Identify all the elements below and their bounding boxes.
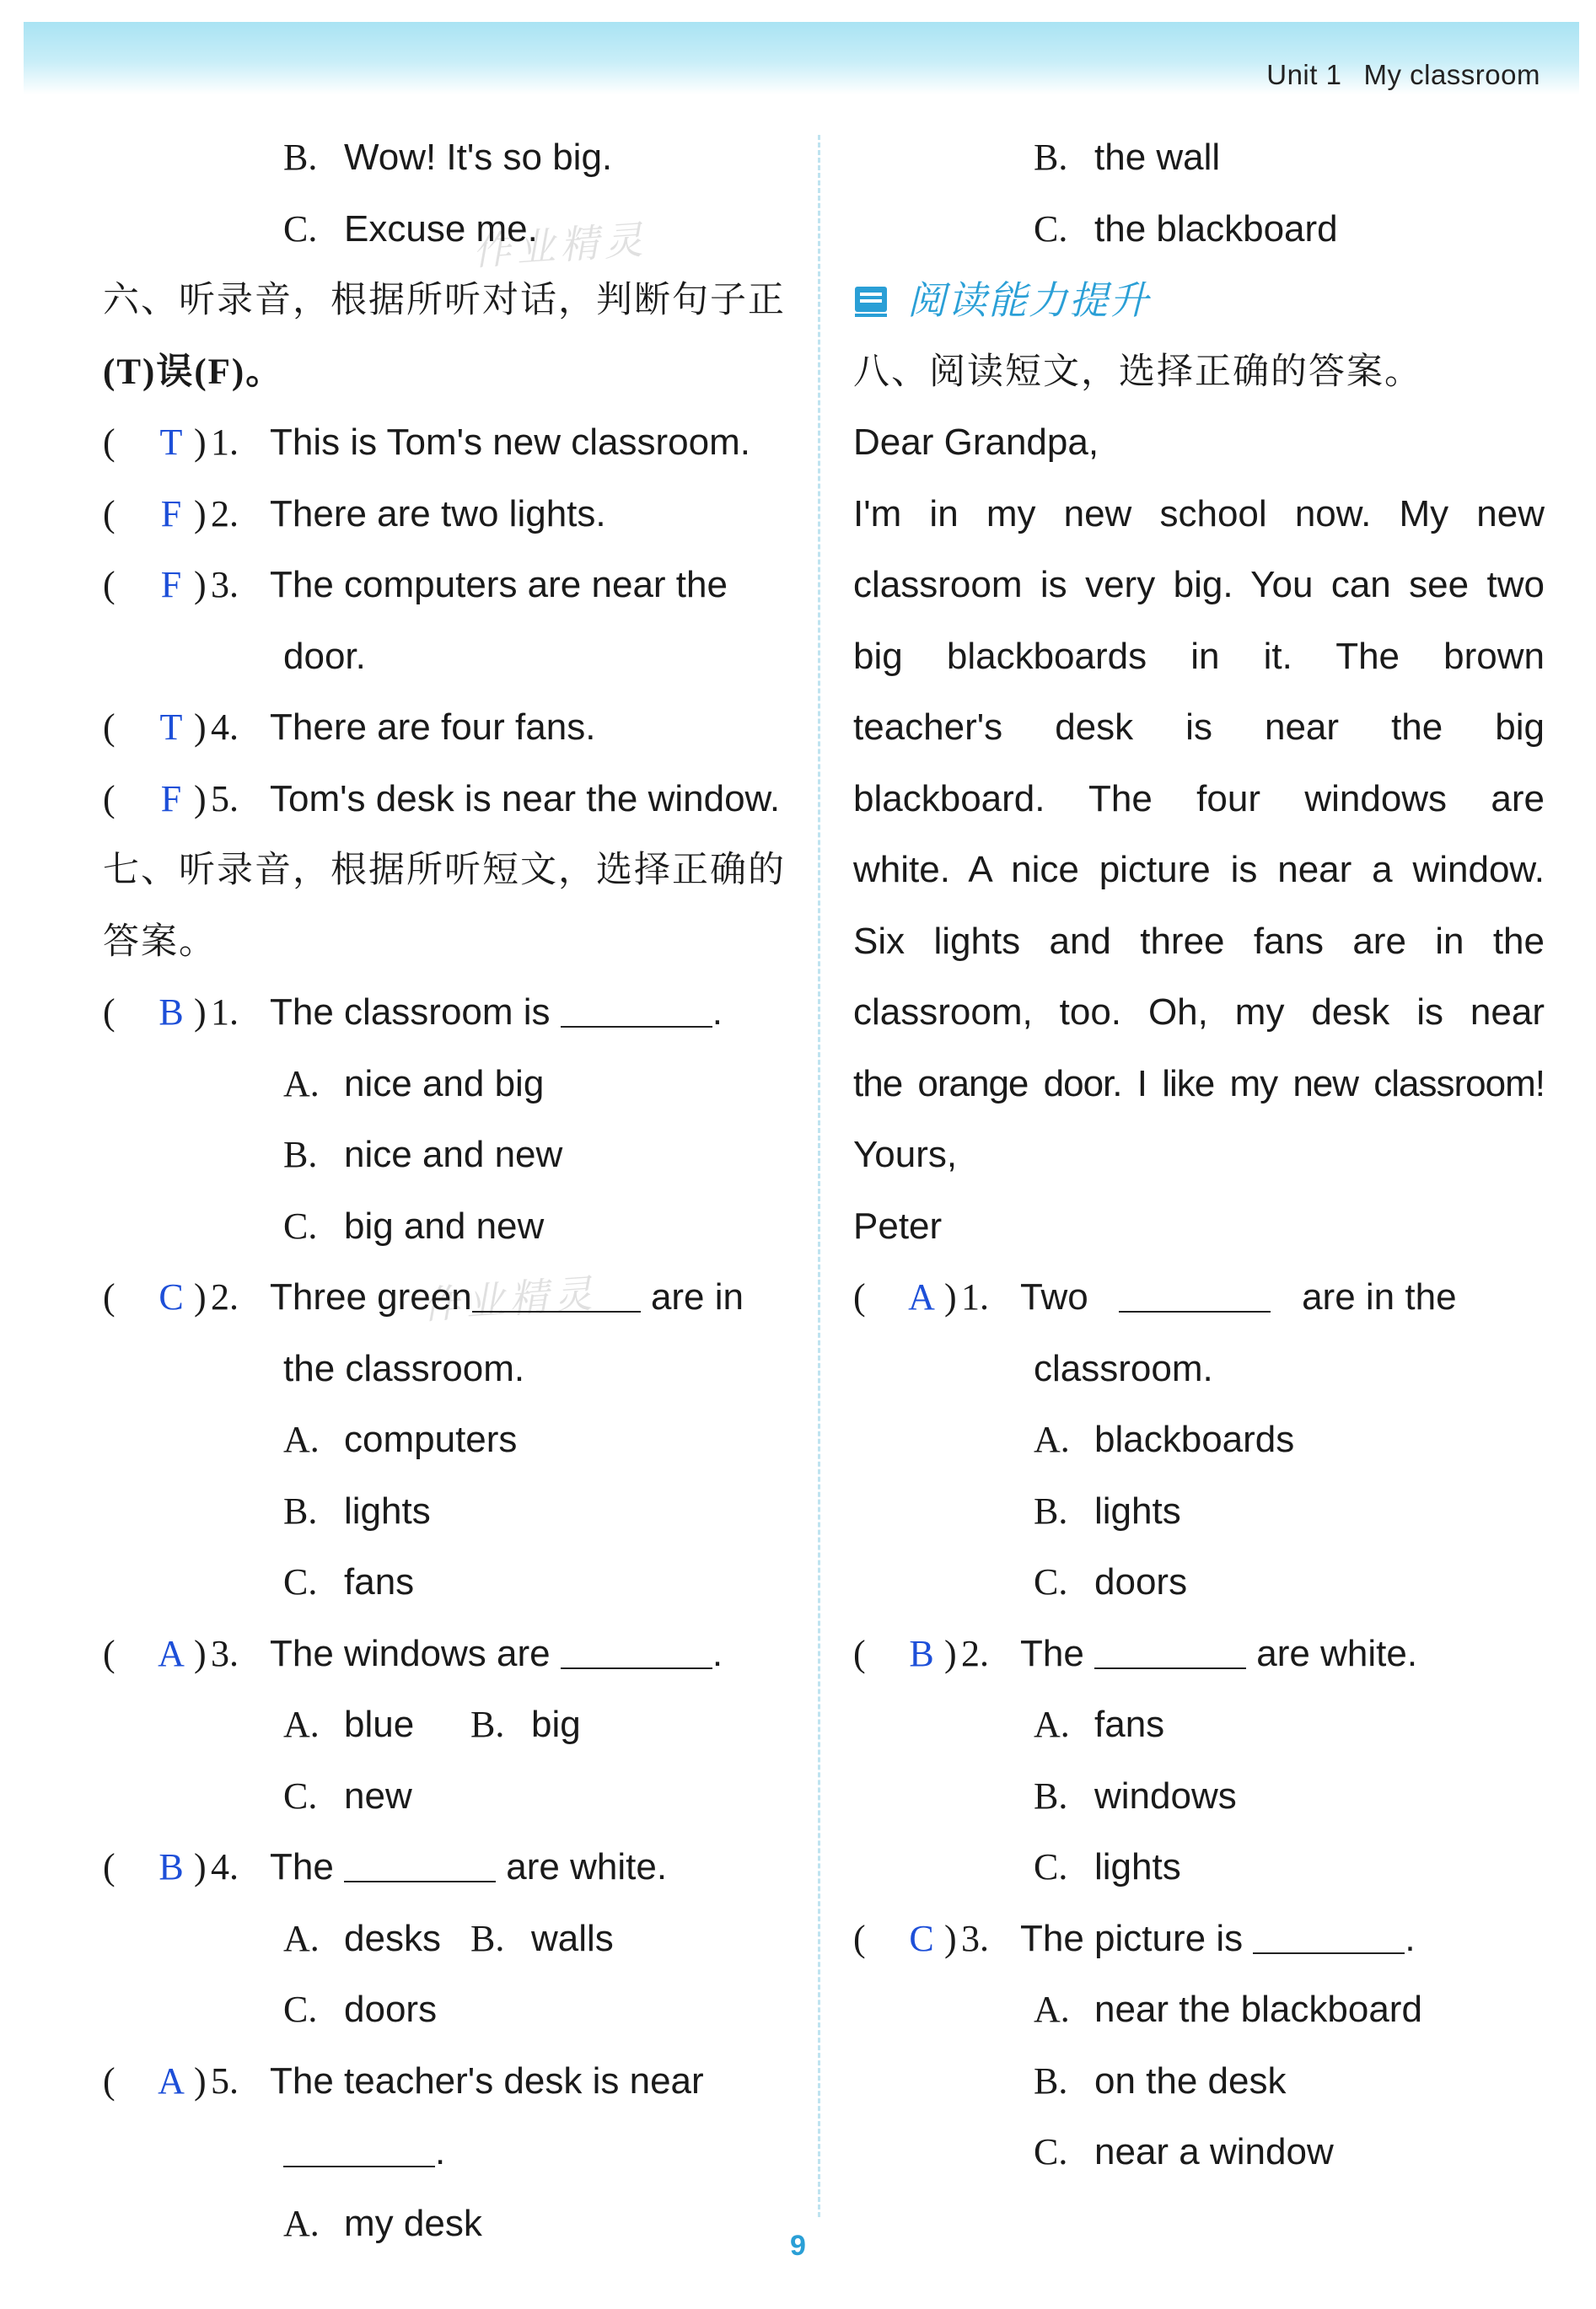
answer-mark: C	[909, 1917, 934, 1959]
section-six-title: 六、听录音，根据所听对话，判断句子正	[103, 279, 786, 321]
option-line: B. Wow! It's so big.	[283, 137, 613, 178]
mc-question: ( B ) 1. The classroom is .	[103, 977, 794, 1049]
option-line: B. lights	[1034, 1490, 1181, 1532]
option-line: A. my desk	[283, 2202, 482, 2244]
watermark: 作业精灵	[470, 217, 649, 274]
mc-question: ( C ) 2. Three green are in	[103, 1262, 794, 1334]
mc-question: ( C ) 3. The picture is .	[853, 1904, 1545, 1975]
answer-blank	[1094, 1637, 1246, 1669]
tf-item: ( T ) 1. This is Tom's new classroom.	[103, 407, 794, 479]
mc-question: ( B ) 4. The are white.	[103, 1832, 794, 1904]
option-line: B. windows	[1034, 1775, 1237, 1817]
letter-signature: Peter	[853, 1205, 943, 1247]
letter-line: I'm in my new school now. My new	[853, 492, 1545, 534]
answer-blank	[472, 1281, 641, 1313]
section-seven-title-cont: 答案。	[103, 920, 217, 963]
answer-mark: F	[160, 564, 182, 605]
option-line: C. near a window	[1034, 2131, 1334, 2172]
option-line: A. blue B. big	[283, 1704, 581, 1745]
option-line: B. the wall	[1034, 137, 1221, 178]
option-line: C. big and new	[283, 1205, 545, 1247]
answer-mark: B	[159, 991, 184, 1033]
mc-question: ( A ) 1. Two are in the	[853, 1262, 1545, 1334]
letter-line: Six lights and three fans are in the	[853, 920, 1545, 962]
answer-blank	[561, 996, 712, 1028]
letter-line: big blackboards in it. The brown	[853, 635, 1545, 677]
page-number: 9	[790, 2230, 806, 2262]
option-line: C. new	[283, 1775, 412, 1817]
answer-mark: F	[160, 777, 182, 819]
section-six-title-cont: (T)误(F)。	[103, 352, 284, 392]
option-line: C. the blackboard	[1034, 207, 1338, 250]
mc-question: ( A ) 5. The teacher's desk is near	[103, 2046, 794, 2118]
mc-question: ( B ) 2. The are white.	[853, 1619, 1545, 1690]
answer-mark: B	[909, 1632, 934, 1674]
answer-mark: A	[158, 1632, 185, 1674]
letter-line: blackboard. The four windows are	[853, 777, 1545, 819]
option-line: A. desks B. walls	[283, 1917, 614, 1959]
right-column	[853, 122, 1545, 2188]
tf-item: ( F ) 2. There are two lights.	[103, 479, 794, 550]
tf-item: ( F ) 5. Tom's desk is near the window.	[103, 764, 794, 835]
section-heading: 阅读能力提升	[853, 265, 1545, 336]
tf-item-cont: door.	[283, 635, 366, 677]
unit-label: Unit 1	[1266, 59, 1342, 90]
section-eight-title: 八、阅读短文，选择正确的答案。	[853, 350, 1422, 393]
tf-item: ( F ) 3. The computers are near the	[103, 550, 794, 621]
answer-mark: F	[160, 492, 182, 534]
option-line: A. nice and big	[283, 1062, 545, 1104]
answer-mark: A	[158, 2059, 185, 2102]
running-header	[1266, 59, 1540, 91]
option-line: B. on the desk	[1034, 2059, 1287, 2102]
left-column	[103, 122, 794, 2259]
mc-question: ( A ) 3. The windows are .	[103, 1619, 794, 1690]
letter-line: teacher's desk is near the big	[853, 706, 1545, 748]
letter-line: white. A nice picture is near a window.	[853, 849, 1545, 890]
answer-mark: T	[159, 706, 183, 748]
answer-mark: C	[159, 1276, 184, 1318]
letter-closing: Yours,	[853, 1134, 958, 1175]
answer-blank	[283, 2135, 435, 2167]
watermark: 作业精灵	[420, 1270, 599, 1328]
answer-blank	[1119, 1281, 1271, 1313]
option-line: C. Excuse me.	[283, 207, 538, 250]
question-cont: .	[103, 2117, 794, 2188]
section-seven-title: 七、听录音，根据所听短文，选择正确的	[103, 849, 786, 891]
unit-title: My classroom	[1363, 59, 1540, 90]
answer-blank	[1253, 1922, 1405, 1954]
letter-line: classroom is very big. You can see two	[853, 564, 1545, 605]
option-line: A. near the blackboard	[1034, 1989, 1422, 2030]
letter-line: classroom, too. Oh, my desk is near	[853, 991, 1545, 1033]
option-line: C. lights	[1034, 1846, 1181, 1887]
option-line: B. nice and new	[283, 1134, 563, 1175]
tf-item: ( T ) 4. There are four fans.	[103, 692, 794, 764]
option-line: C. doors	[1034, 1561, 1188, 1603]
question-cont: the classroom.	[283, 1347, 525, 1389]
option-line: B. lights	[283, 1490, 431, 1532]
answer-blank	[561, 1637, 712, 1669]
book-icon	[853, 285, 892, 319]
option-line: A. computers	[283, 1419, 518, 1460]
option-line: C. fans	[283, 1561, 415, 1603]
answer-mark: A	[908, 1276, 935, 1318]
answer-mark: B	[159, 1846, 184, 1887]
answer-mark: T	[159, 422, 183, 463]
option-line: A. blackboards	[1034, 1419, 1295, 1460]
letter-line: the orange door. I like my new classroom!	[853, 1062, 1545, 1104]
option-line: A. fans	[1034, 1704, 1165, 1745]
answer-blank	[344, 1850, 496, 1882]
option-line: C. doors	[283, 1989, 438, 2030]
column-divider	[818, 135, 820, 2217]
question-cont: classroom.	[1034, 1347, 1213, 1389]
letter-greeting: Dear Grandpa,	[853, 422, 1099, 463]
